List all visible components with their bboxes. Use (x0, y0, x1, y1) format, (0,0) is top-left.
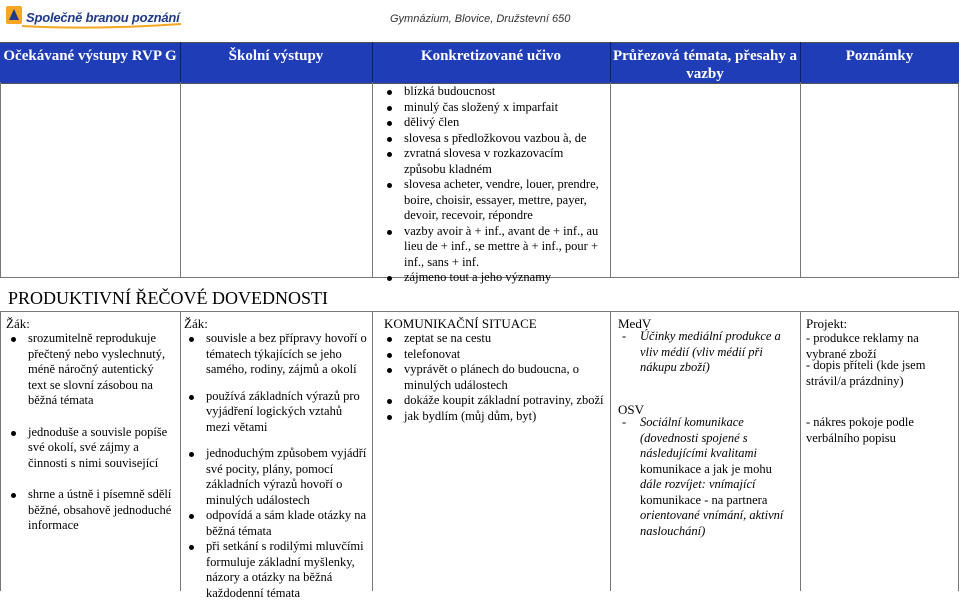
list-item: při setkání s rodilými mluvčími formuluje základní myšlenky, názory a otázky na běžná každodenní témata (184, 539, 368, 601)
list-item: zvratná slovesa v rozkazovacím způsobu kladném (382, 146, 604, 177)
list-item: blízká budoucnost (382, 84, 604, 100)
osv-item-a: (dovednosti spojené s následujícími kvalitami (640, 430, 757, 460)
list-item: slovesa acheter, vendre, louer, prendre, boire, choisir, essayer, mettre, payer, devoir, recevoir, répondre (382, 177, 604, 224)
col3-label: KOMUNIKAČNÍ SITUACE (384, 316, 537, 331)
list-item: vyprávět o plánech do budoucna, o minulých událostech (382, 362, 606, 393)
list-item: telefonovat (382, 347, 606, 363)
list-item: - Účinky mediální produkce a vliv médií (vliv médií při nákupu zboží) (618, 329, 794, 376)
list-item: shrne a ústně i písemně sdělí běžné, obsahově jednoduché informace (6, 487, 172, 534)
top-curriculum-list (382, 84, 604, 286)
osv-item-b: komunikace a jak je mohu (640, 461, 772, 476)
osv-item-c: dále rozvíjet: vnímající (640, 477, 756, 491)
column-header-rvp: Očekávané výstupy RVP G (3, 48, 177, 64)
school-name: Gymnázium, Blovice, Družstevní 650 (390, 13, 571, 25)
logo-text: Společně branou poznání (26, 10, 180, 25)
col1-list (6, 331, 172, 534)
col5-line-2: - dopis příteli (kde jsem strávil/a prázdniny) (806, 358, 926, 388)
column-header-notes: Poznámky (845, 48, 914, 64)
col3-list (382, 331, 606, 424)
col5-line-1: - produkce reklamy na vybrané zboží (806, 331, 919, 361)
col1-label: Žák: (6, 316, 30, 331)
col5-line-3: - nákres pokoje podle verbálního popisu (806, 415, 914, 445)
list-item: dokáže koupit základní potraviny, zboží (382, 393, 606, 409)
list-item: zájmeno tout a jeho významy (382, 270, 604, 286)
osv-item-d: komunikace - na partnera (640, 492, 768, 507)
osv-item-e: orientované vnímání, aktivní naslouchání) (640, 508, 784, 538)
osv-label: OSV (618, 402, 645, 417)
osv-list (618, 415, 798, 539)
section-title: PRODUKTIVNÍ ŘEČOVÉ DOVEDNOSTI (8, 288, 328, 308)
column-header-school-outputs: Školní výstupy (228, 48, 324, 64)
list-item: dělivý člen (382, 115, 604, 131)
medv-list (618, 329, 794, 376)
list-item: jak bydlím (můj dům, byt) (382, 409, 606, 425)
list-item: souvisle a bez přípravy hovoří o tématech týkajících se jeho samého, rodiny, zájmů a okolí (184, 331, 368, 378)
col2-list (184, 331, 368, 601)
list-item: používá základních výrazů pro vyjádření logických vztahů mezi větami (184, 389, 368, 436)
list-item: jednoduchým způsobem vyjádří své pocity, plány, pomocí základních výrazů hovoří o minulých událostech (184, 446, 368, 508)
list-item: srozumitelně reprodukuje přečtený nebo vyslechnutý, méně náročný autentický text se slovní zásobou na běžná témata (6, 331, 172, 409)
col5-label: Projekt: (806, 316, 848, 331)
list-item: jednoduše a souvisle popíše své okolí, své zájmy a činnosti s nimi související (6, 425, 172, 472)
list-item: zeptat se na cestu (382, 331, 606, 347)
list-item: slovesa s předložkovou vazbou à, de (382, 131, 604, 147)
column-header-curriculum: Konkretizované učivo (420, 48, 562, 64)
list-item: odpovídá a sám klade otázky na běžná témata (184, 508, 368, 539)
list-item: minulý čas složený x imparfait (382, 100, 604, 116)
osv-item-title: Sociální komunikace (640, 415, 744, 429)
column-header-cross-topics: Průřezová témata, přesahy a vazby (612, 48, 798, 82)
col2-label: Žák: (184, 316, 208, 331)
list-item (618, 415, 798, 539)
list-item: vazby avoir à + inf., avant de + inf., au lieu de + inf., se mettre à + inf., pour + inf., sans + inf. (382, 224, 604, 271)
medv-label: MedV (618, 316, 652, 331)
